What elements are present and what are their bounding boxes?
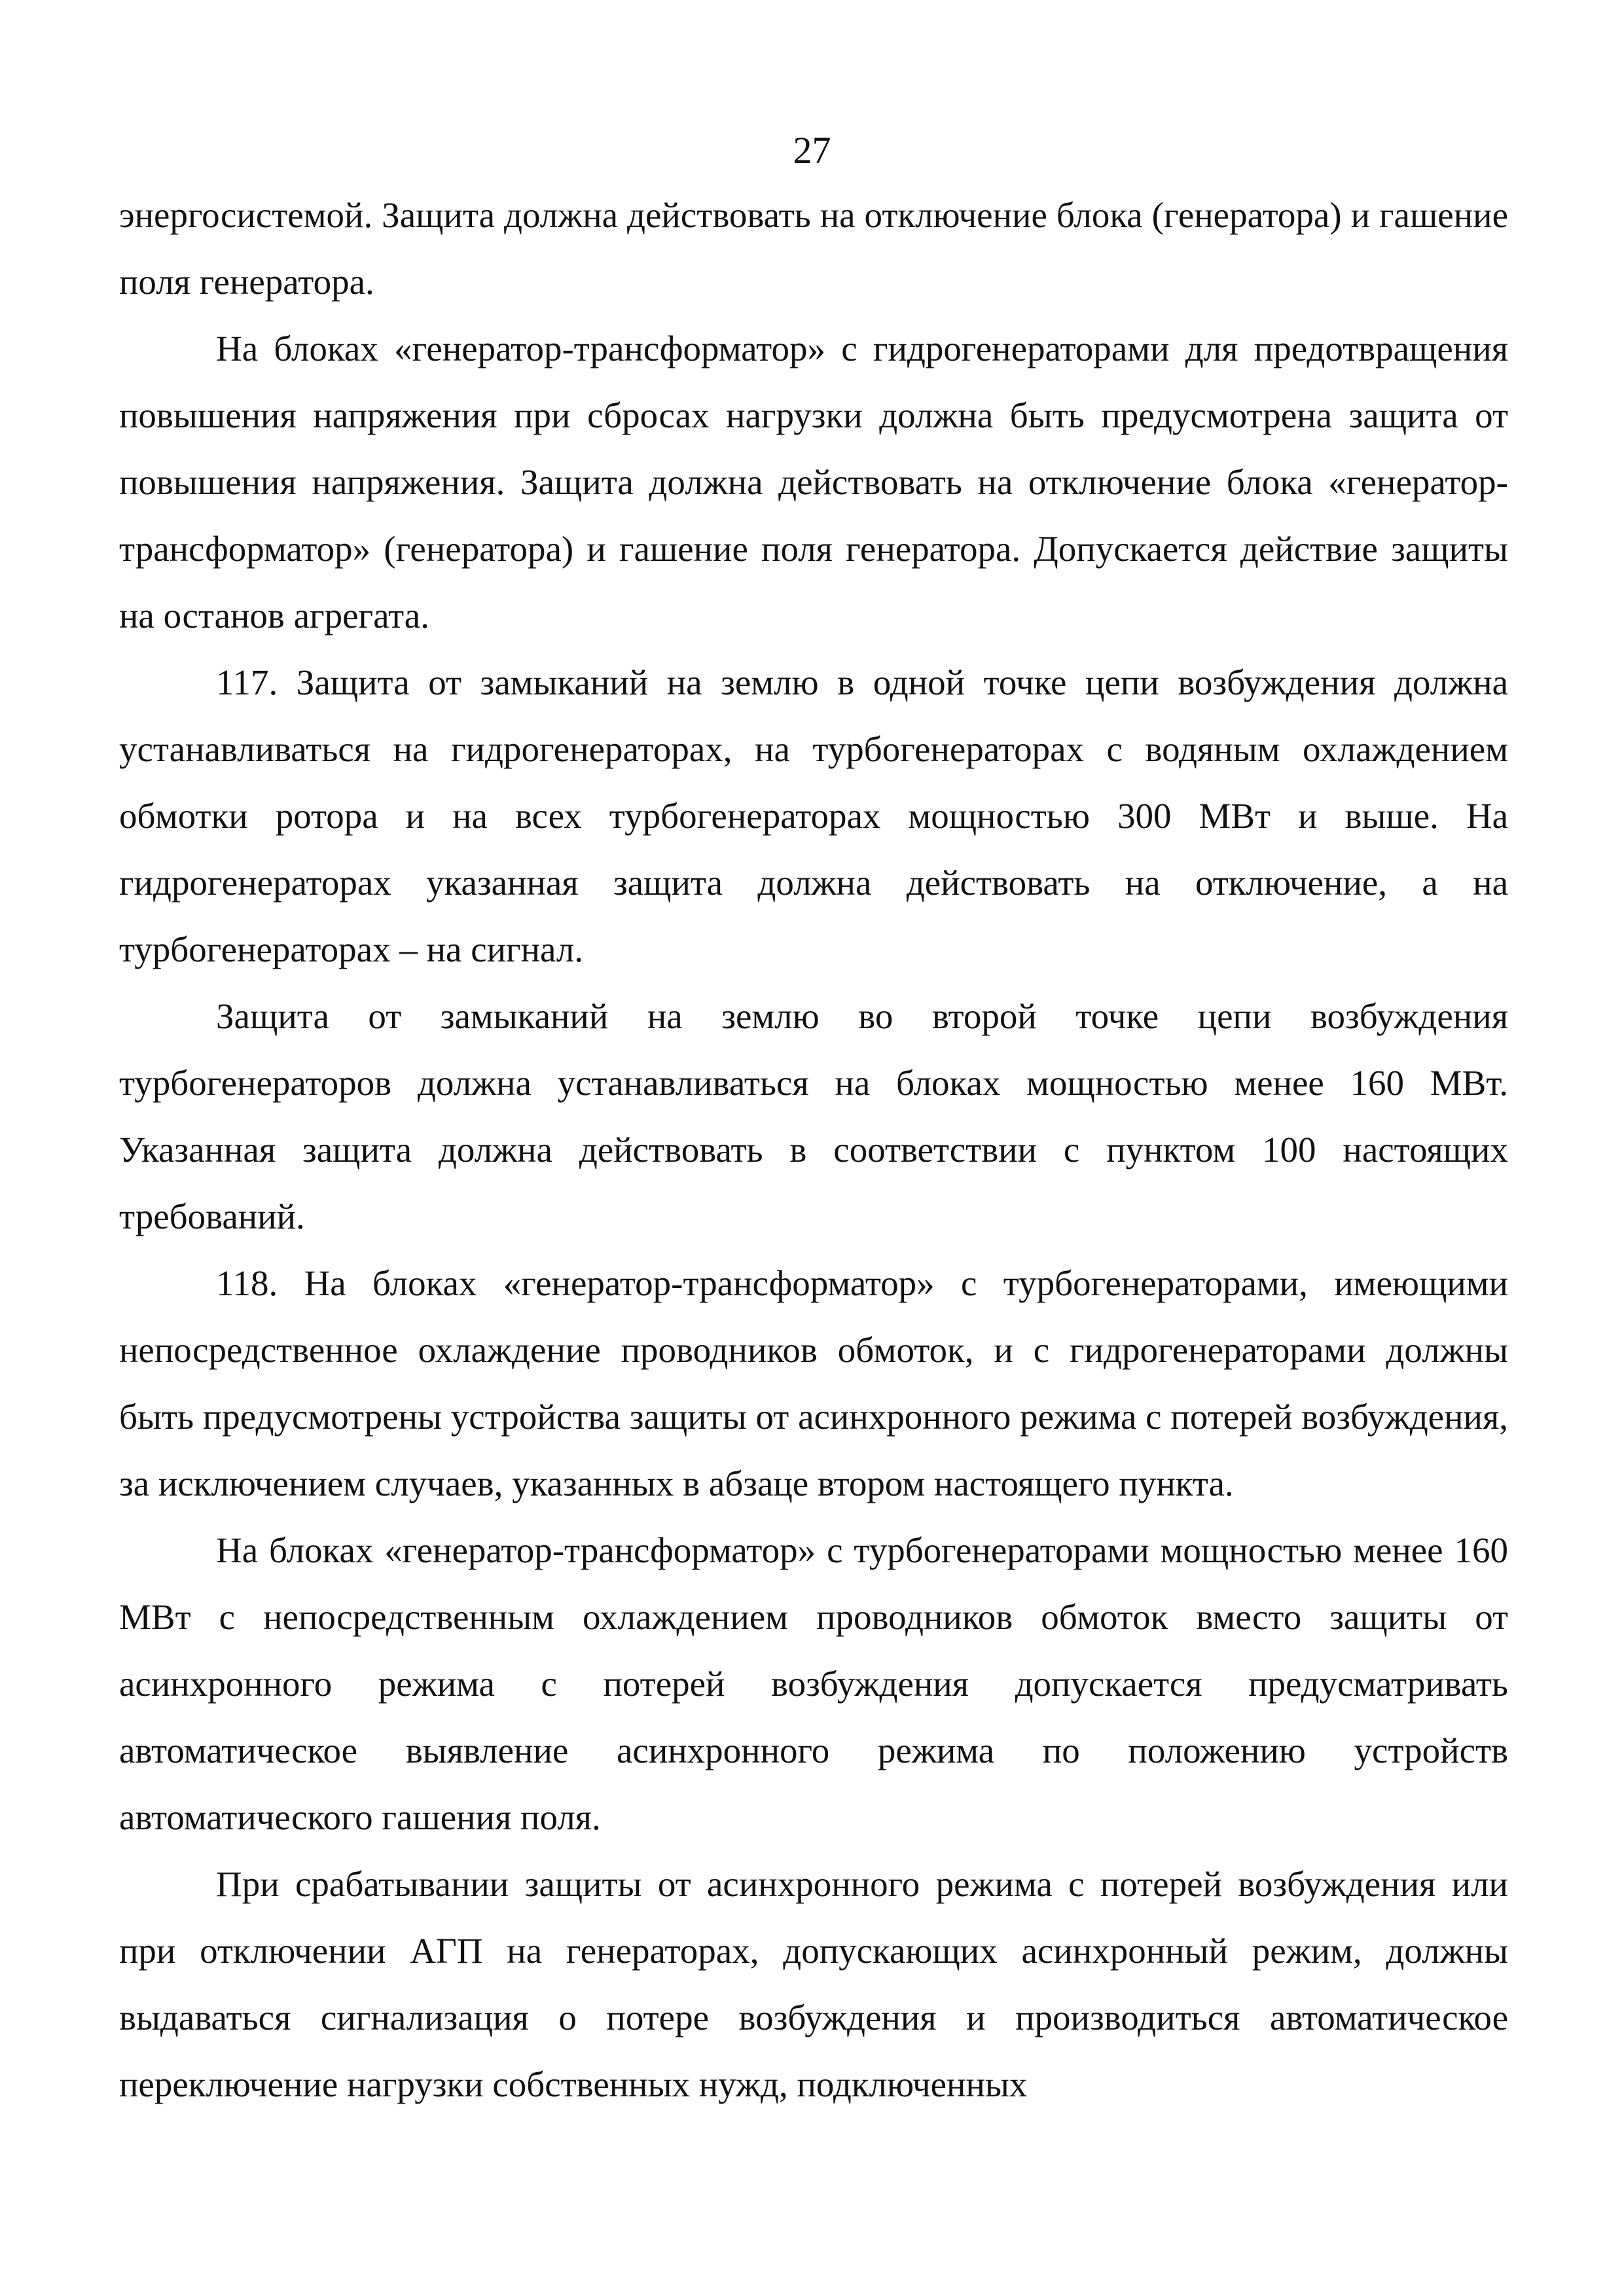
- paragraph-continuation: энергосистемой. Защита должна действовать на отключение блока (генератора) и гашение поля генератора.: [119, 195, 1508, 302]
- page-number: 27: [793, 129, 831, 171]
- paragraph-below-160mw: На блоках «генератор-трансформатор» с турбогенераторами мощностью менее 160 МВт с непосредственным охлаждением проводников обмоток вместо защиты от асинхронного режима с потерей возбуждения допускается предусматривать автоматическое выявление асинхронного режима по положению устройств автоматического гашения поля.: [119, 1530, 1508, 1837]
- paragraph-protection-trip: При срабатывании защиты от асинхронного режима с потерей возбуждения или при отключении АГП на генераторах, допускающих асинхронный режим, должны выдаваться сигнализация о потере возбуждения и производиться автоматическое переключение нагрузки собственных нужд, подключенных: [119, 1864, 1508, 2104]
- body-text: [119, 182, 1508, 2118]
- paragraph-item-117: 117. Защита от замыканий на землю в одной точке цепи возбуждения должна устанавливаться на гидрогенераторах, на турбогенераторах с водяным охлаждением обмотки ротора и на всех турбогенераторах мощностью 300 МВт и выше. На гидрогенераторах указанная защита должна действовать на отключение, а на турбогенераторах – на сигнал.: [119, 662, 1508, 969]
- paragraph-item-118: 118. На блоках «генератор-трансформатор» с турбогенераторами, имеющими непосредственное охлаждение проводников обмоток, и с гидрогенераторами должны быть предусмотрены устройства защиты от асинхронного режима с потерей возбуждения, за исключением случаев, указанных в абзаце втором настоящего пункта.: [119, 1263, 1508, 1503]
- paragraph-hydro-overvoltage: На блоках «генератор-трансформатор» с гидрогенераторами для предотвращения повышения напряжения при сбросах нагрузки должна быть предусмотрена защита от повышения напряжения. Защита должна действовать на отключение блока «генератор-трансформатор» (генератора) и гашение поля генератора. Допускается действие защиты на останов агрегата.: [119, 329, 1508, 636]
- paragraph-second-point-ground: Защита от замыканий на землю во второй точке цепи возбуждения турбогенераторов должна устанавливаться на блоках мощностью менее 160 МВт. Указанная защита должна действовать в соответствии с пунктом 100 настоящих требований.: [119, 996, 1508, 1236]
